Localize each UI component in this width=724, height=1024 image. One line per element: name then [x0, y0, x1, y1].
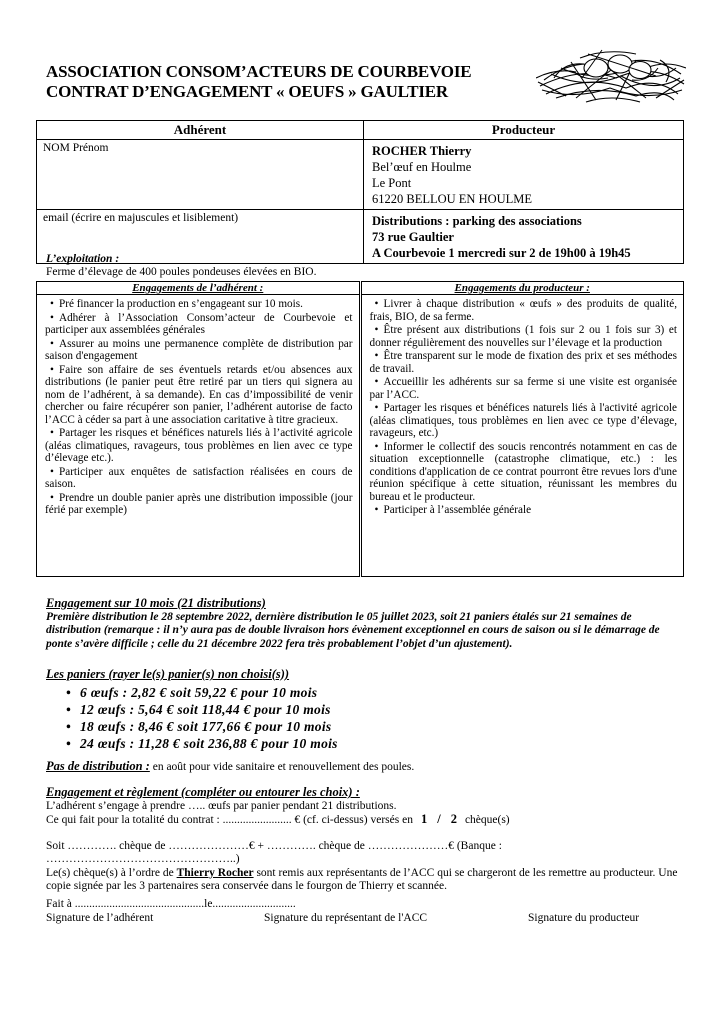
engagement-10-mois-title: Engagement sur 10 mois (21 distributions)	[46, 596, 266, 610]
producteur-name: ROCHER Thierry	[372, 144, 472, 158]
col-producteur-header: Producteur	[364, 121, 684, 140]
producteur-address-2: Le Pont	[372, 176, 412, 190]
engagements-producteur-cell	[360, 295, 684, 577]
adherent-engagement-item: • Pré financer la production en s’engageant sur 10 mois.	[45, 298, 353, 311]
paniers-title: Les paniers (rayer le(s) panier(s) non choisi(s))	[46, 667, 290, 681]
distributions-line-2: 73 rue Gaultier	[372, 230, 454, 244]
adherent-producteur-table	[36, 120, 684, 264]
reglement-line3[interactable]: Soit …………. chèque de …………………€ + …………. chèque de …………………€ (Banque : …………………………………………..)	[46, 839, 502, 865]
adherent-engagement-item: • Adhérer à l’Association Consom’acteur de Courbevoie et participer aux assemblées générales	[45, 312, 353, 337]
reglement-title: Engagement et règlement (compléter ou entourer les choix) :	[46, 785, 360, 799]
signature-acc: Signature du représentant de l'ACC	[264, 912, 428, 924]
pas-distribution-text: en août pour vide sanitaire et renouvellement des poules.	[149, 761, 415, 773]
panier-option-18[interactable]: • 18 œufs : 8,46 € soit 177,66 € pour 10 mois	[66, 718, 686, 735]
signature-adherent: Signature de l’adhérent	[46, 912, 154, 924]
distributions-cell	[364, 210, 684, 264]
signature-producteur: Signature du producteur	[528, 912, 640, 924]
cheque-choice-sep: /	[437, 812, 441, 826]
producteur-address-1: Bel’œuf en Houlme	[372, 160, 472, 174]
reglement-line2[interactable]	[46, 813, 686, 828]
cheque-payee-name: Thierry Rocher	[176, 866, 254, 879]
adherent-engagement-item: • Faire son affaire de ses éventuels retards et/ou absences aux distributions (le panier peut être retiré par un tiers qui signera au nom de l’adhérent, à sa demande). En cas d’impossibilité de venir chercher ou faire récupérer son panier, l’adhérent autorise de facto l’ACC à céder sa part à une association caritative à titre gracieux.	[45, 364, 353, 427]
engagement-10-mois-text: Première distribution le 28 septembre 2022, dernière distribution le 05 juillet 2023, soit 21 paniers étalés sur 21 semaines de distribution (remarque : il n’y aura pas de double livraison hors évènement exceptionnel en cours de saison ou si le démarrage de ponte s’avère difficile ; celle du 21 décembre 2022 fera très probablement l’objet d’un ajustement).	[46, 610, 660, 650]
cheque-choice-2[interactable]: 2	[450, 812, 457, 826]
nom-prenom-cell[interactable]	[37, 140, 364, 210]
engagements-adherent-header: Engagements de l’adhérent :	[37, 282, 361, 295]
pas-distribution-section	[46, 760, 686, 775]
exploitation-text: Ferme d’élevage de 400 poules pondeuses élevées en BIO.	[46, 266, 317, 278]
fait-a-line[interactable]: Fait à .............................................le.............................	[46, 898, 296, 910]
col-adherent-header: Adhérent	[37, 121, 364, 140]
reglement-section	[46, 786, 686, 894]
producteur-engagement-item: • Être transparent sur le mode de fixation des prix et ses méthodes de travail.	[370, 350, 678, 375]
panier-option-6[interactable]: • 6 œufs : 2,82 € soit 59,22 € pour 10 mois	[66, 684, 686, 701]
panier-option-12[interactable]: • 12 œufs : 5,64 € soit 118,44 € pour 10 mois	[66, 701, 686, 718]
producteur-engagement-item: • Informer le collectif des soucis rencontrés notamment en cas de situation exceptionnelle (catastrophe climatique, etc.) : les conditions d'application de ce contrat pourront être revues lors d'une réunion spécifique à cette situation, réunissant les membres du bureau et le producteur.	[370, 441, 678, 504]
producteur-engagement-item: • Partager les risques et bénéfices naturels liés à l'activité agricole (aléas climatiques, tous problèmes en lien avec ce type d’élevage, ravageurs, etc.)	[370, 402, 678, 440]
producteur-cell	[364, 140, 684, 210]
cheque-choice-1[interactable]: 1	[420, 812, 428, 826]
document-title-line1: ASSOCIATION CONSOM’ACTEURS DE COURBEVOIE	[46, 62, 472, 81]
engagements-producteur-header: Engagements du producteur :	[360, 282, 684, 295]
distributions-line-3: A Courbevoie 1 mercredi sur 2 de 19h00 à 19h45	[372, 246, 631, 260]
exploitation-section	[46, 253, 316, 279]
email-label: email (écrire en majuscules et lisiblement)	[43, 212, 239, 224]
producteur-engagement-item: • Participer à l’assemblée générale	[370, 504, 678, 517]
adherent-engagement-item: • Prendre un double panier après une distribution impossible (jour férié par exemple)	[45, 492, 353, 517]
document-title-line2: CONTRAT D’ENGAGEMENT « OEUFS » GAULTIER	[46, 82, 449, 101]
reglement-line4	[46, 867, 686, 894]
panier-option-24[interactable]: • 24 œufs : 11,28 € soit 236,88 € pour 10 mois	[66, 735, 686, 752]
nest-eggs-logo	[536, 38, 686, 104]
adherent-engagement-item: • Partager les risques et bénéfices naturels liés à l’activité agricole (aléas climatiques, ravageurs, tous problèmes en lien avec ce type d’élevage etc.).	[45, 427, 353, 465]
engagements-table	[36, 281, 684, 577]
engagements-adherent-cell	[37, 295, 361, 577]
adherent-engagement-item: • Participer aux enquêtes de satisfaction réalisées en cours de saison.	[45, 466, 353, 491]
producteur-address-3: 61220 BELLOU EN HOULME	[372, 192, 533, 206]
reglement-line4-text: Le(s) chèque(s) à l’ordre de	[46, 866, 174, 879]
reglement-line4-rest: sont remis aux représentants de l’ACC qui se chargeront de les remettre au producteur. Une copie signée par les 3 partenaires sera conservée dans le fourgon de Thierry et scannée.	[46, 866, 678, 892]
paniers-section	[46, 668, 686, 752]
reglement-line1[interactable]: L’adhérent s’engage à prendre ….. œufs par panier pendant 21 distributions.	[46, 799, 397, 812]
pas-distribution-title: Pas de distribution :	[46, 759, 150, 773]
reglement-line2-text: Ce qui fait pour la totalité du contrat : ........................ € (cf. ci-dessus) versés en	[46, 814, 413, 826]
nom-prenom-label: NOM Prénom	[43, 142, 109, 154]
adherent-engagement-item: • Assurer au moins une permanence complète de distribution par saison d'engagement	[45, 338, 353, 363]
producteur-engagement-item: • Être présent aux distributions (1 fois sur 2 ou 1 fois sur 3) et donner régulièrement des nouvelles sur l’élevage et la production	[370, 324, 678, 349]
producteur-engagement-item: • Livrer à chaque distribution « œufs » des produits de qualité, frais, BIO, de sa ferme.	[370, 298, 678, 323]
exploitation-title: L’exploitation :	[46, 253, 120, 265]
engagement-10-mois-section	[46, 597, 686, 651]
cheque-label: chèque(s)	[464, 814, 510, 826]
distributions-line-1: Distributions : parking des associations	[372, 214, 582, 228]
producteur-engagement-item: • Accueillir les adhérents sur sa ferme si une visite est organisée par l’ACC.	[370, 376, 678, 401]
